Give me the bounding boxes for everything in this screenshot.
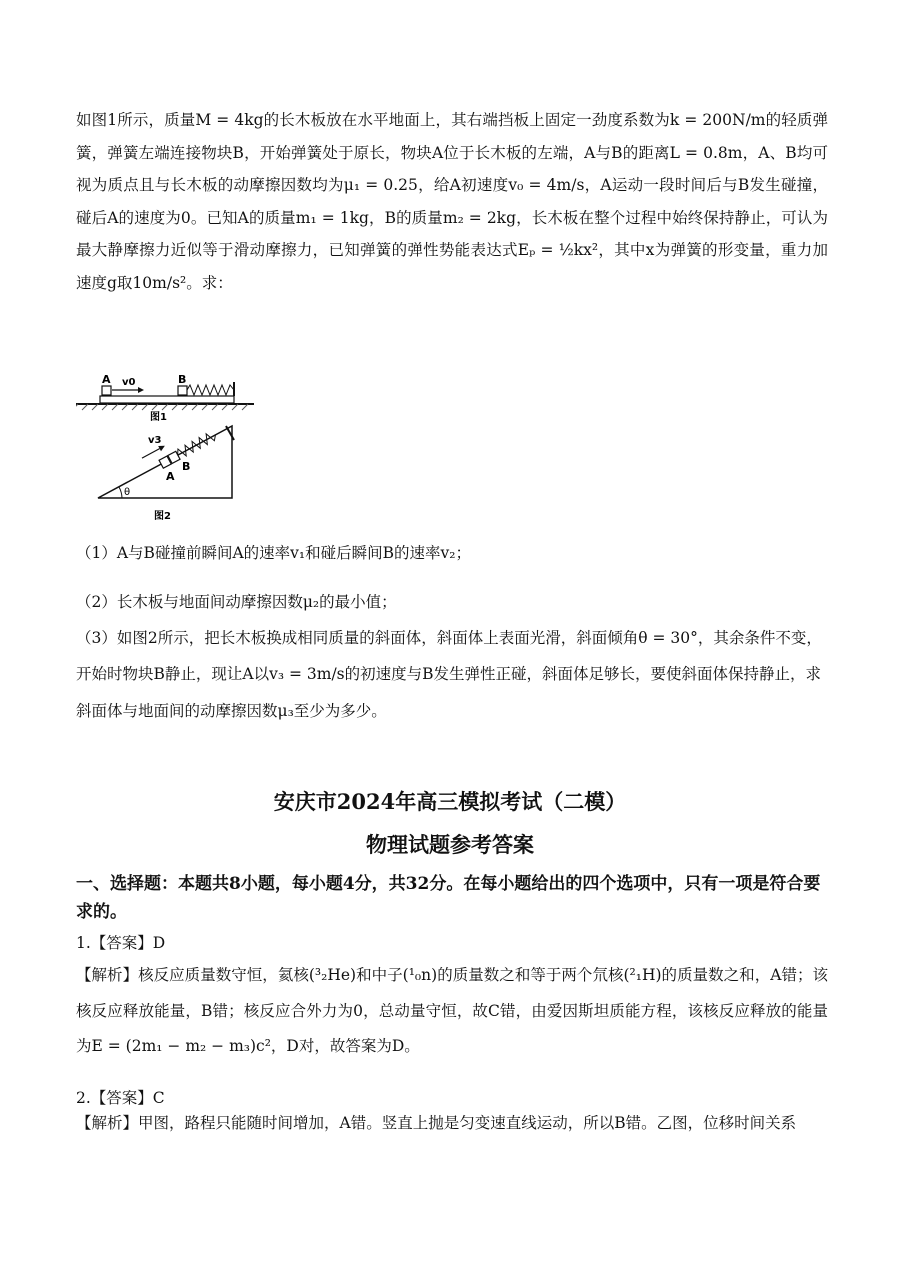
answer-2-head: 2.【答案】C <box>76 1089 165 1107</box>
fig1-label-A: A <box>102 373 111 386</box>
answer-1-head: 1.【答案】D <box>76 934 166 952</box>
fig1-block-A <box>102 386 111 395</box>
question-2: （2）长木板与地面间动摩擦因数μ₂的最小值； <box>76 593 397 611</box>
problem-figures <box>76 364 276 524</box>
section-heading: 一、选择题：本题共8小题，每小题4分，共32分。在每小题给出的四个选项中，只有一项是符合要求的。 <box>76 874 821 923</box>
fig1-board <box>100 396 234 403</box>
fig2-label-theta: θ <box>124 487 131 498</box>
fig2-label-B: B <box>182 460 191 473</box>
answer-2-explanation: 【解析】甲图，路程只能随时间增加，A错。竖直上抛是匀变速直线运动，所以B错。乙图，位移时间关系 <box>76 1114 797 1132</box>
question-3: （3）如图2所示，把长木板换成相同质量的斜面体，斜面体上表面光滑，斜面倾角θ = 30°，其余条件不变，开始时物块B静止，现让A以v₃ = 3m/s的初速度与B发生弹性正碰，斜面体足够长，要使斜面体保持静止，求斜面体与地面间的动摩擦因数μ₃至少为多少。 <box>76 629 822 720</box>
problem-statement: 如图1所示，质量M = 4kg的长木板放在水平地面上，其右端挡板上固定一劲度系数为k = 200N/m的轻质弹簧，弹簧左端连接物块B，开始弹簧处于原长，物块A位于长木板的左端，A与B的距离L = 0.8m，A、B均可视为质点且与长木板的动摩擦因数均为μ₁ = 0.25，给A初速度v₀ = 4m/s，A运动一段时间后与B发生碰撞，碰后A的速度为0。已知A的质量m₁ = 1kg，B的质量m₂ = 2kg，长木板在整个过程中始终保持静止，可认为最大静摩擦力近似等于滑动摩擦力，已知弹簧的弹性势能表达式Eₚ = ½kx²，其中x为弹簧的形变量，重力加速度g取10m/s²。求： <box>76 111 828 292</box>
fig2-v3-arrow <box>142 449 160 458</box>
fig1-block-B <box>178 386 187 395</box>
fig1-v0-arrowhead <box>138 387 144 393</box>
answer-1-explanation: 【解析】核反应质量数守恒，氦核(³₂He)和中子(¹₀n)的质量数之和等于两个氘核(²₁H)的质量数之和，A错；该核反应释放能量，B错；核反应合外力为0，总动量守恒，故C错，由爱因斯坦质能方程，该核反应释放的能量为E = (2m₁ − m₂ − m₃)c²，D对，故答案为D。 <box>76 966 828 1056</box>
fig2-label-A: A <box>166 470 175 483</box>
answer-subtitle: 物理试题参考答案 <box>366 832 534 857</box>
fig1-caption: 图1 <box>150 412 167 423</box>
fig2-caption: 图2 <box>154 511 171 522</box>
fig1-label-B: B <box>178 373 187 386</box>
fig1-label-v0: v0 <box>122 377 136 388</box>
fig2-label-v3: v3 <box>148 435 162 446</box>
fig1-spring <box>187 385 234 395</box>
question-1: （1）A与B碰撞前瞬间A的速率v₁和碰后瞬间B的速率v₂； <box>76 544 471 562</box>
answer-title: 安庆市2024年高三模拟考试（二模） <box>273 789 627 814</box>
